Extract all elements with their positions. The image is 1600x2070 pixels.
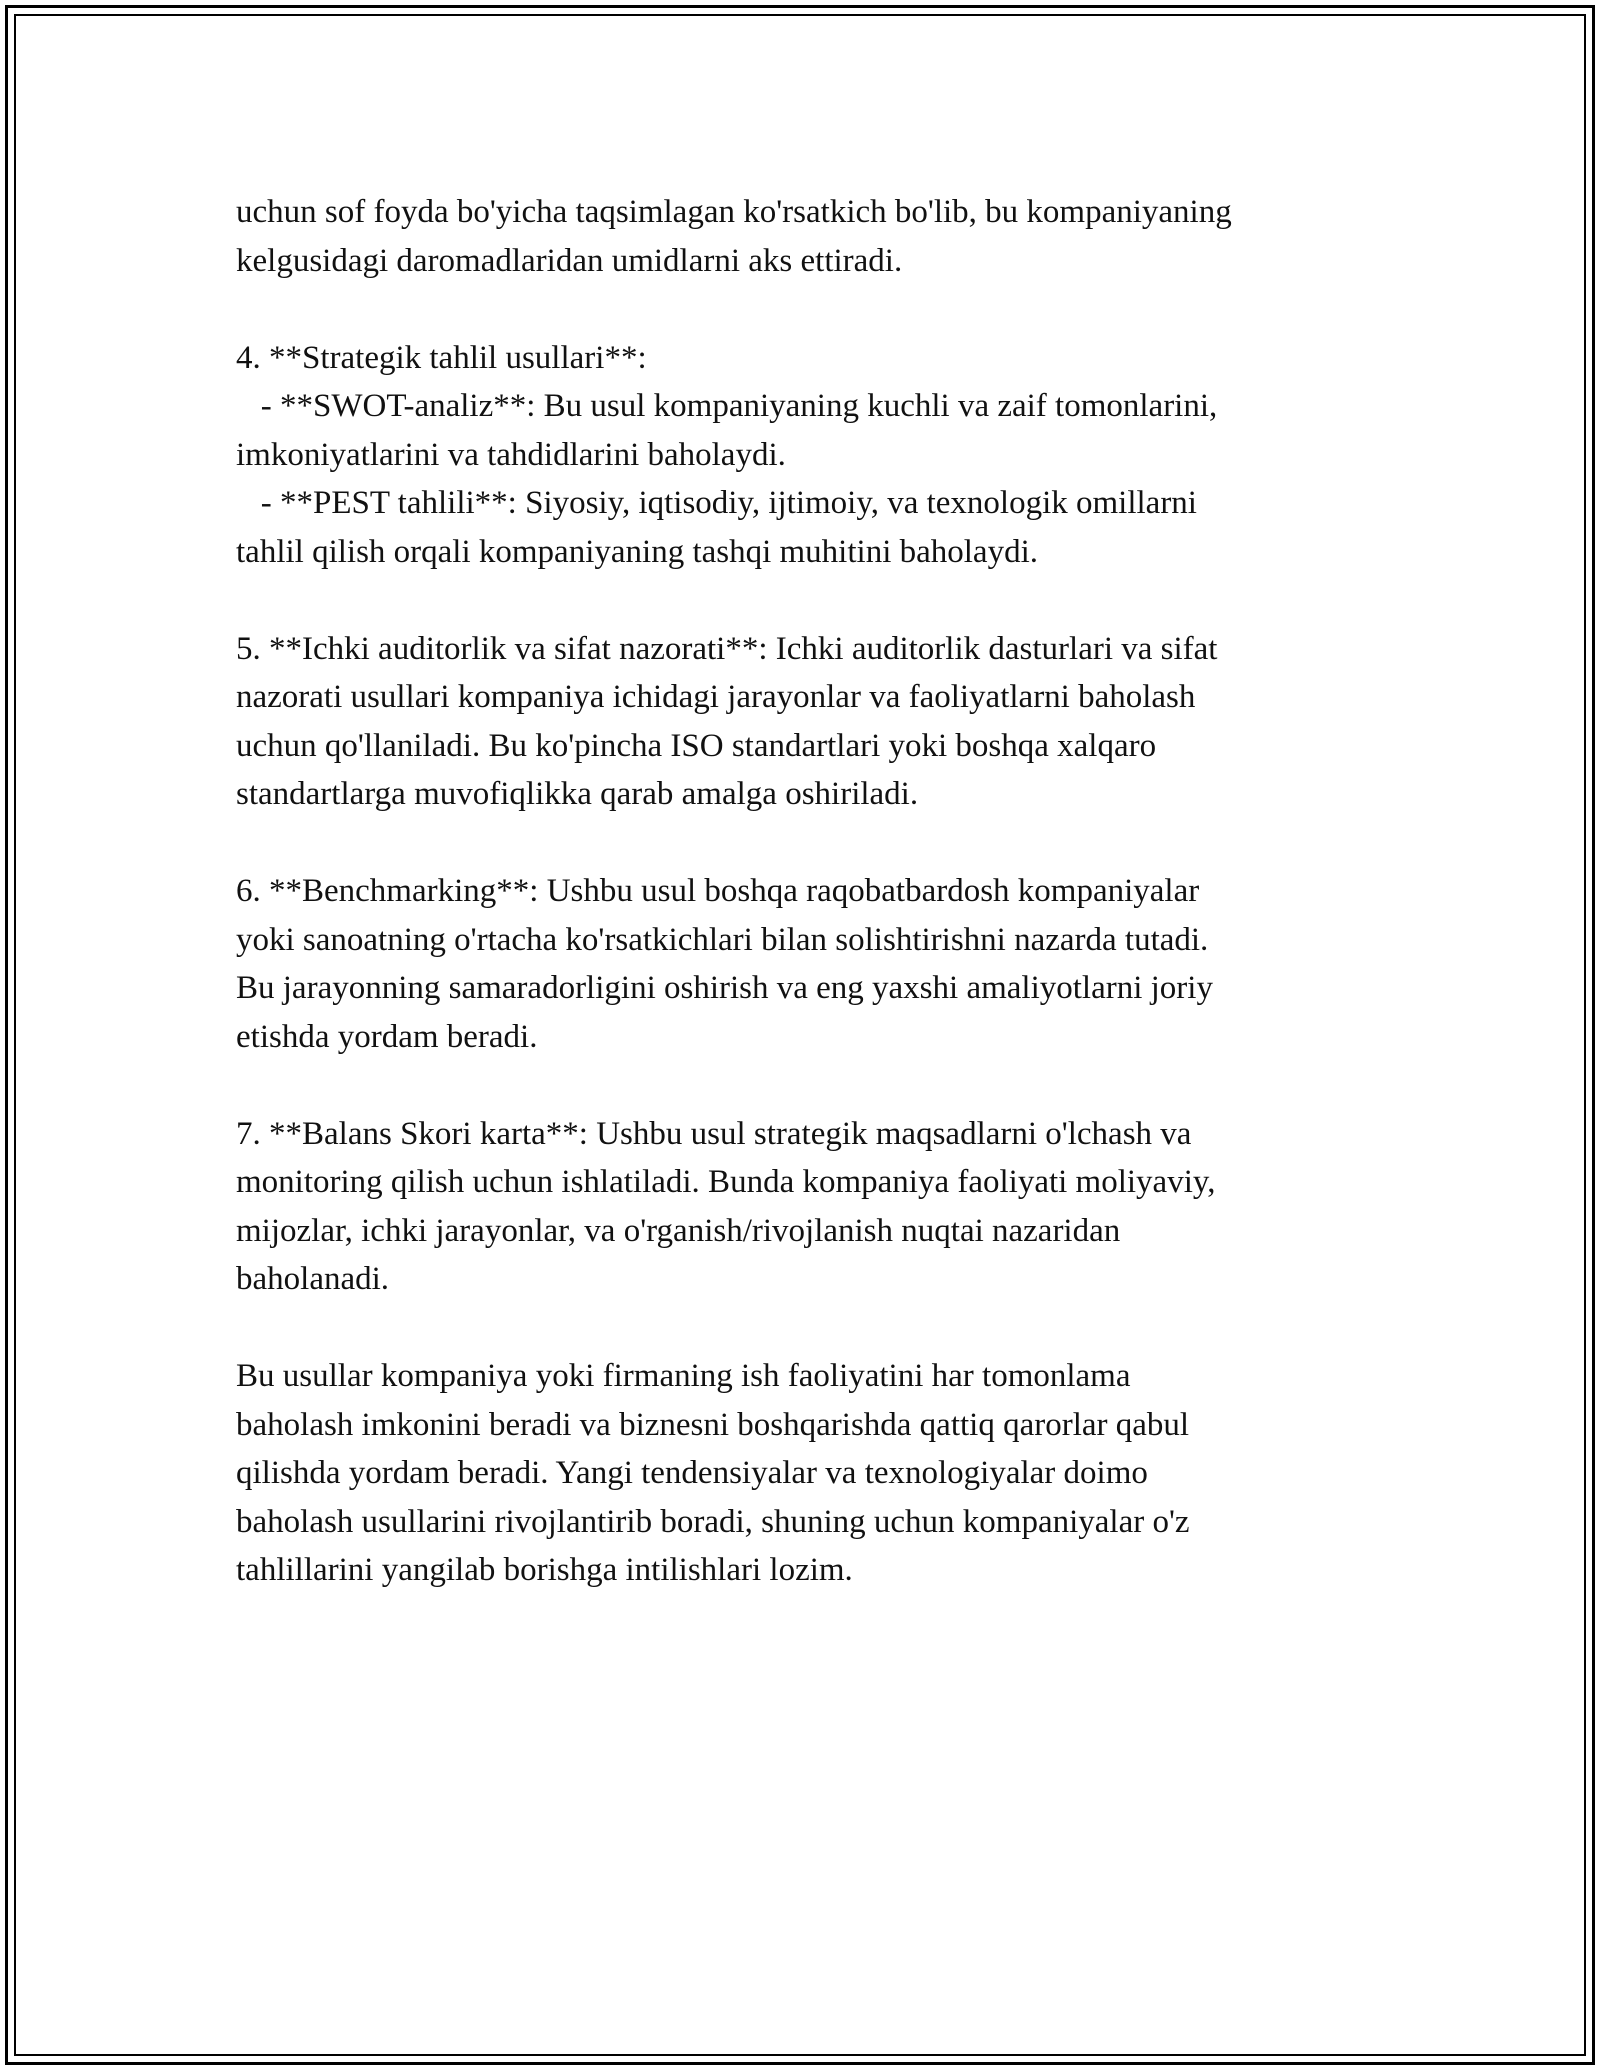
text-line: baholanadi. <box>236 1261 390 1297</box>
text-line: mijozlar, ichki jarayonlar, va o'rganish/rivojlanish nuqtai nazaridan <box>236 1212 1121 1249</box>
paragraph-internal-audit <box>236 625 1366 819</box>
text-line: yoki sanoatning o'rtacha ko'rsatkichlari bilan solishtirishni nazarda tutadi. <box>236 921 1209 958</box>
text-line: 6. **Benchmarking**: Ushbu usul boshqa raqobatbardosh kompaniyalar <box>236 873 1200 909</box>
paragraph-balanced-scorecard <box>236 1110 1366 1304</box>
paragraph-conclusion <box>236 1352 1366 1595</box>
text-line: nazorati usullari kompaniya ichidagi jarayonlar va faoliyatlarni baholash <box>236 679 1196 715</box>
text-line: - **PEST tahlili**: Siyosiy, iqtisodiy, ijtimoiy, va texnologik omillarni <box>236 485 1197 521</box>
text-line: - **SWOT-analiz**: Bu usul kompaniyaning kuchli va zaif tomonlarini, <box>236 388 1218 424</box>
text-line: Bu jarayonning samaradorligini oshirish va eng yaxshi amaliyotlarni joriy <box>236 970 1213 1006</box>
paragraph-gap <box>236 1061 1366 1110</box>
text-line: baholash usullarini rivojlantirib boradi, shuning uchun kompaniyalar o'z <box>236 1503 1190 1540</box>
text-line: standartlarga muvofiqlikka qarab amalga oshiriladi. <box>236 776 919 812</box>
text-line: uchun sof foyda bo'yicha taqsimlagan ko'rsatkich bo'lib, bu kompaniyaning <box>236 194 1232 230</box>
text-line: monitoring qilish uchun ishlatiladi. Bunda kompaniya faoliyati moliyaviy, <box>236 1164 1216 1200</box>
text-line: imkoniyatlarini va tahdidlarini baholaydi. <box>236 436 786 473</box>
text-line: 4. **Strategik tahlil usullari**: <box>236 339 647 376</box>
text-line: qilishda yordam beradi. Yangi tendensiyalar va texnologiyalar doimo <box>236 1455 1148 1491</box>
text-line: 7. **Balans Skori karta**: Ushbu usul strategik maqsadlarni o'lchash va <box>236 1115 1192 1152</box>
paragraph-benchmarking <box>236 867 1366 1061</box>
text-line: uchun qo'llaniladi. Bu ko'pincha ISO standartlari yoki boshqa xalqaro <box>236 727 1157 764</box>
text-line: tahlillarini yangilab borishga intilishlari lozim. <box>236 1552 853 1588</box>
paragraph-intro-continuation <box>236 188 1366 285</box>
paragraph-gap <box>236 285 1366 334</box>
paragraph-gap <box>236 819 1366 868</box>
text-line: 5. **Ichki auditorlik va sifat nazorati**: Ichki auditorlik dasturlari va sifat <box>236 630 1218 667</box>
paragraph-gap <box>236 576 1366 625</box>
text-line: baholash imkonini beradi va biznesni boshqarishda qattiq qarorlar qabul <box>236 1406 1190 1443</box>
text-line: tahlil qilish orqali kompaniyaning tashqi muhitini baholaydi. <box>236 533 1038 570</box>
paragraph-gap <box>236 1304 1366 1353</box>
text-line: kelgusidagi daromadlaridan umidlarni aks ettiradi. <box>236 242 903 279</box>
document-body <box>236 188 1366 1595</box>
paragraph-strategic-analysis <box>236 334 1366 577</box>
text-line: etishda yordam beradi. <box>236 1018 538 1055</box>
text-line: Bu usullar kompaniya yoki firmaning ish faoliyatini har tomonlama <box>236 1358 1131 1394</box>
